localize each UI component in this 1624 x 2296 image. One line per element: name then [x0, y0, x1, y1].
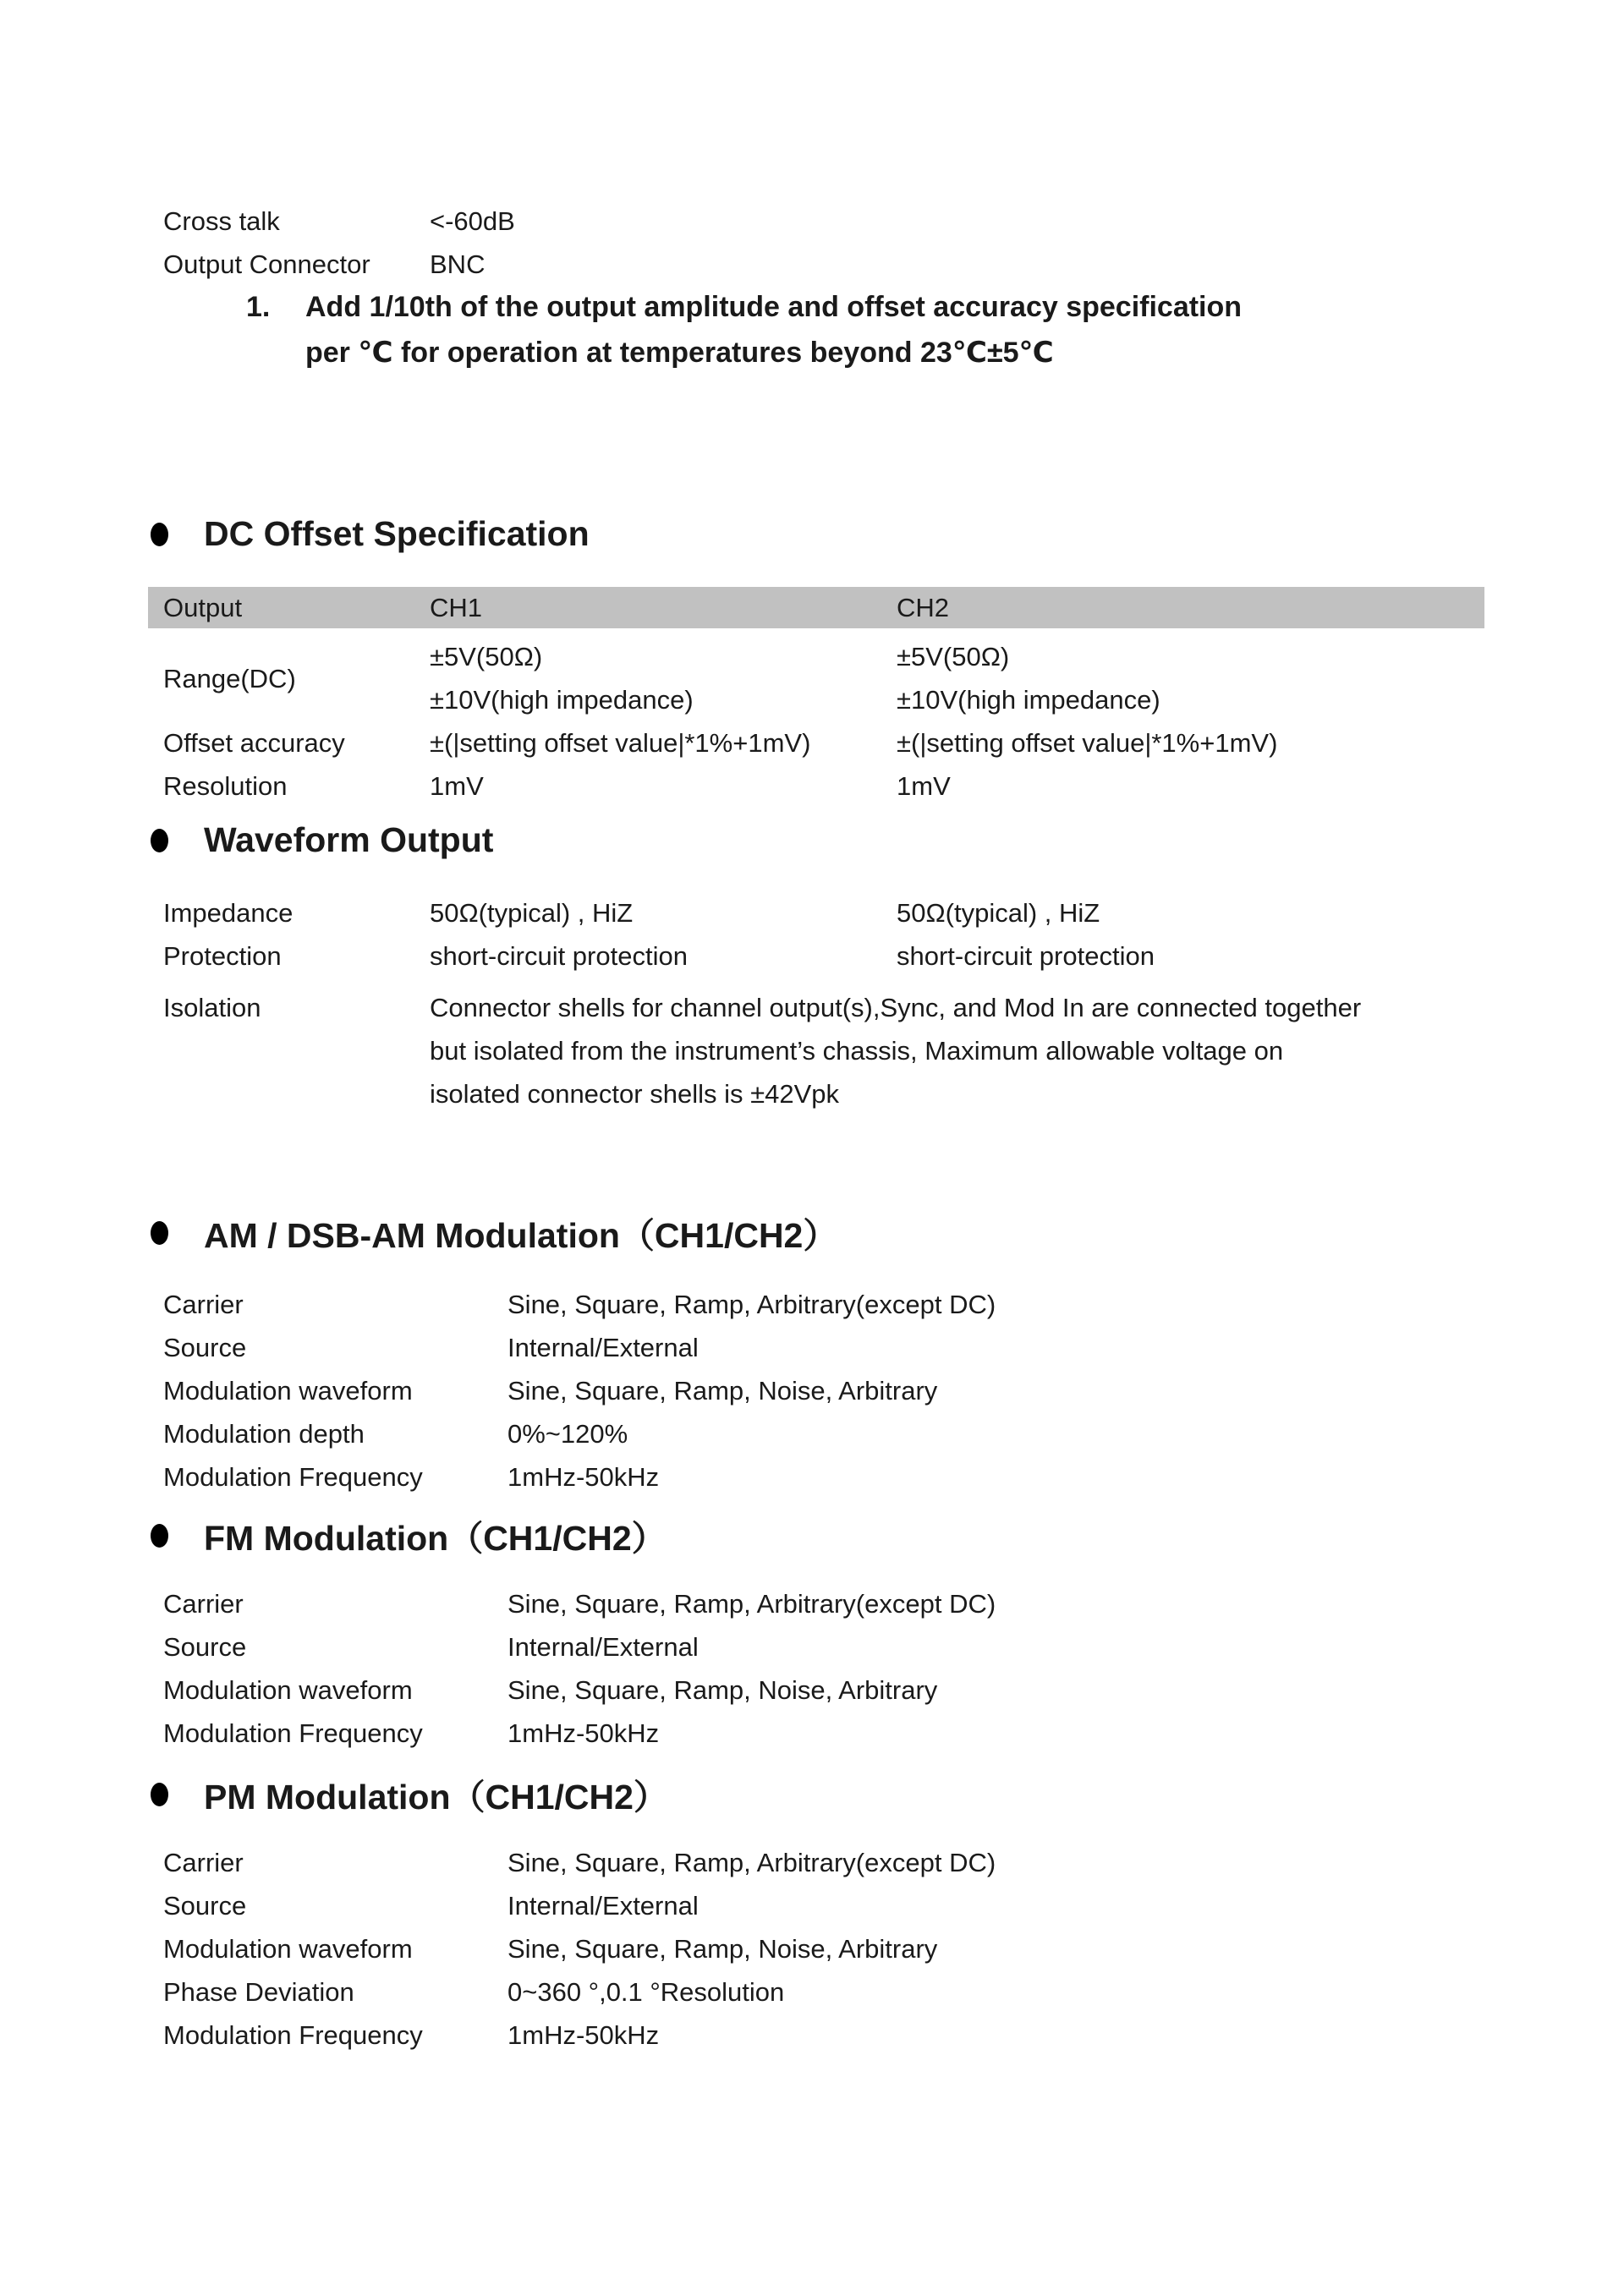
- bullet-icon: [151, 523, 168, 546]
- table-cell-ch2: ±(|setting offset value|*1%+1mV): [897, 728, 1278, 758]
- am-modulation-rows: [163, 1283, 996, 1499]
- row-isolation: [148, 986, 1484, 1115]
- row-impedance: [148, 891, 1484, 934]
- bullet-icon: [151, 829, 168, 852]
- isolation-line-1: Connector shells for channel output(s),Sync, and Mod In are connected together: [430, 993, 1362, 1022]
- section-heading-title: PM Modulation（CH1/CH2）: [204, 1778, 668, 1817]
- row-modulation-waveform: [163, 1669, 996, 1712]
- spec-value: BNC: [430, 249, 486, 279]
- row-modulation-depth: [163, 1412, 996, 1455]
- table-cell-label: Resolution: [163, 771, 288, 801]
- spec-value: <-60dB: [430, 206, 515, 236]
- footnote-text: [305, 284, 1242, 375]
- table-header-output: Output: [163, 592, 243, 622]
- row-value-ch1: short-circuit protection: [430, 941, 688, 971]
- bullet-icon: [151, 1524, 168, 1548]
- spec-row-cross-talk: [163, 200, 515, 243]
- range-ch1-line1: ±5V(50Ω): [430, 642, 543, 671]
- spec-label: Output Connector: [163, 249, 370, 279]
- row-value: Internal/External: [508, 1891, 699, 1921]
- row-carrier: [163, 1582, 996, 1625]
- footnote-number: 1.: [246, 291, 271, 323]
- row-value-ch1: 50Ω(typical) , HiZ: [430, 898, 634, 928]
- row-label: Modulation waveform: [163, 1675, 413, 1705]
- row-source: [163, 1884, 996, 1927]
- waveform-output-rows: [148, 891, 1484, 1115]
- fm-modulation-rows: [163, 1582, 996, 1755]
- footnote: [246, 284, 1242, 375]
- row-value: 1mHz-50kHz: [508, 1462, 660, 1492]
- row-value: 0%~120%: [508, 1419, 628, 1449]
- row-phase-deviation: [163, 1970, 996, 2014]
- row-label: Modulation waveform: [163, 1376, 413, 1406]
- row-value: Sine, Square, Ramp, Noise, Arbitrary: [508, 1934, 938, 1964]
- row-carrier: [163, 1841, 996, 1884]
- row-value: 1mHz-50kHz: [508, 1718, 660, 1748]
- row-value-ch2: 50Ω(typical) , HiZ: [897, 898, 1100, 928]
- table-cell-ch2: [897, 635, 1484, 721]
- section-heading-pm-modulation: [151, 1769, 668, 1819]
- table-row-resolution: [148, 764, 1484, 808]
- dc-offset-table: [148, 587, 1484, 808]
- row-label: Phase Deviation: [163, 1977, 354, 2007]
- section-heading-title: Waveform Output: [204, 820, 494, 859]
- table-cell-ch1: 1mV: [430, 771, 484, 801]
- row-label: Source: [163, 1632, 247, 1662]
- row-label: Protection: [163, 941, 282, 971]
- spec-row-output-connector: [163, 243, 515, 286]
- row-modulation-frequency: [163, 1455, 996, 1499]
- section-heading-am-modulation: [151, 1208, 837, 1258]
- row-label: Carrier: [163, 1589, 244, 1619]
- row-value: Sine, Square, Ramp, Noise, Arbitrary: [508, 1675, 938, 1705]
- top-spec-list: [163, 200, 515, 286]
- range-ch1-line2: ±10V(high impedance): [430, 685, 694, 715]
- row-label: Modulation depth: [163, 1419, 365, 1449]
- table-cell-label: Range(DC): [163, 663, 296, 693]
- row-value: Sine, Square, Ramp, Arbitrary(except DC): [508, 1589, 996, 1619]
- section-heading-waveform-output: [151, 820, 493, 860]
- section-heading-title: FM Modulation（CH1/CH2）: [204, 1519, 667, 1558]
- range-ch2-line1: ±5V(50Ω): [897, 642, 1010, 671]
- footnote-line-1: Add 1/10th of the output amplitude and offset accuracy specification: [305, 291, 1243, 323]
- isolation-line-2: but isolated from the instrument’s chassis, Maximum allowable voltage on: [430, 1036, 1284, 1066]
- row-protection: [148, 934, 1484, 978]
- row-label: Impedance: [163, 898, 294, 928]
- row-label: Modulation Frequency: [163, 1462, 423, 1492]
- pm-modulation-rows: [163, 1841, 996, 2057]
- row-label: Modulation waveform: [163, 1934, 413, 1964]
- row-value: Sine, Square, Ramp, Noise, Arbitrary: [508, 1376, 938, 1406]
- table-cell-ch2: 1mV: [897, 771, 951, 801]
- spec-label: Cross talk: [163, 206, 280, 236]
- row-value: Internal/External: [508, 1632, 699, 1662]
- row-source: [163, 1625, 996, 1669]
- table-cell-ch1: [430, 635, 897, 721]
- row-source: [163, 1326, 996, 1369]
- row-label: Modulation Frequency: [163, 1718, 423, 1748]
- row-value: 0~360 °,0.1 °Resolution: [508, 1977, 785, 2007]
- range-ch2-line2: ±10V(high impedance): [897, 685, 1160, 715]
- row-label: Modulation Frequency: [163, 2020, 423, 2050]
- row-label: Isolation: [163, 993, 261, 1022]
- footnote-line-2: per ℃ for operation at temperatures beyond 23℃±5℃: [305, 337, 1054, 369]
- table-header-row: [148, 587, 1484, 628]
- row-modulation-frequency: [163, 1712, 996, 1755]
- row-value: Sine, Square, Ramp, Arbitrary(except DC): [508, 1848, 996, 1877]
- row-modulation-frequency: [163, 2014, 996, 2057]
- row-label: Source: [163, 1333, 247, 1362]
- row-value: Internal/External: [508, 1333, 699, 1362]
- row-value-ch2: short-circuit protection: [897, 941, 1155, 971]
- section-heading-title: DC Offset Specification: [204, 514, 590, 553]
- row-label: Carrier: [163, 1290, 244, 1319]
- table-row-range: [148, 628, 1484, 721]
- row-label: Source: [163, 1891, 247, 1921]
- table-header-ch2: CH2: [897, 592, 950, 622]
- table-header-ch1: CH1: [430, 592, 483, 622]
- section-heading-title: AM / DSB-AM Modulation（CH1/CH2）: [204, 1216, 838, 1255]
- row-carrier: [163, 1283, 996, 1326]
- isolation-line-3: isolated connector shells is ±42Vpk: [430, 1079, 839, 1109]
- bullet-icon: [151, 1221, 168, 1245]
- section-heading-fm-modulation: [151, 1510, 667, 1560]
- table-row-offset-accuracy: [148, 721, 1484, 764]
- row-label: Carrier: [163, 1848, 244, 1877]
- bullet-icon: [151, 1783, 168, 1806]
- row-modulation-waveform: [163, 1369, 996, 1412]
- row-value: 1mHz-50kHz: [508, 2020, 660, 2050]
- section-heading-dc-offset: [151, 514, 590, 554]
- row-modulation-waveform: [163, 1927, 996, 1970]
- table-cell-ch1: ±(|setting offset value|*1%+1mV): [430, 728, 811, 758]
- row-value: Sine, Square, Ramp, Arbitrary(except DC): [508, 1290, 996, 1319]
- table-cell-label: Offset accuracy: [163, 728, 345, 758]
- isolation-paragraph: [430, 986, 1484, 1115]
